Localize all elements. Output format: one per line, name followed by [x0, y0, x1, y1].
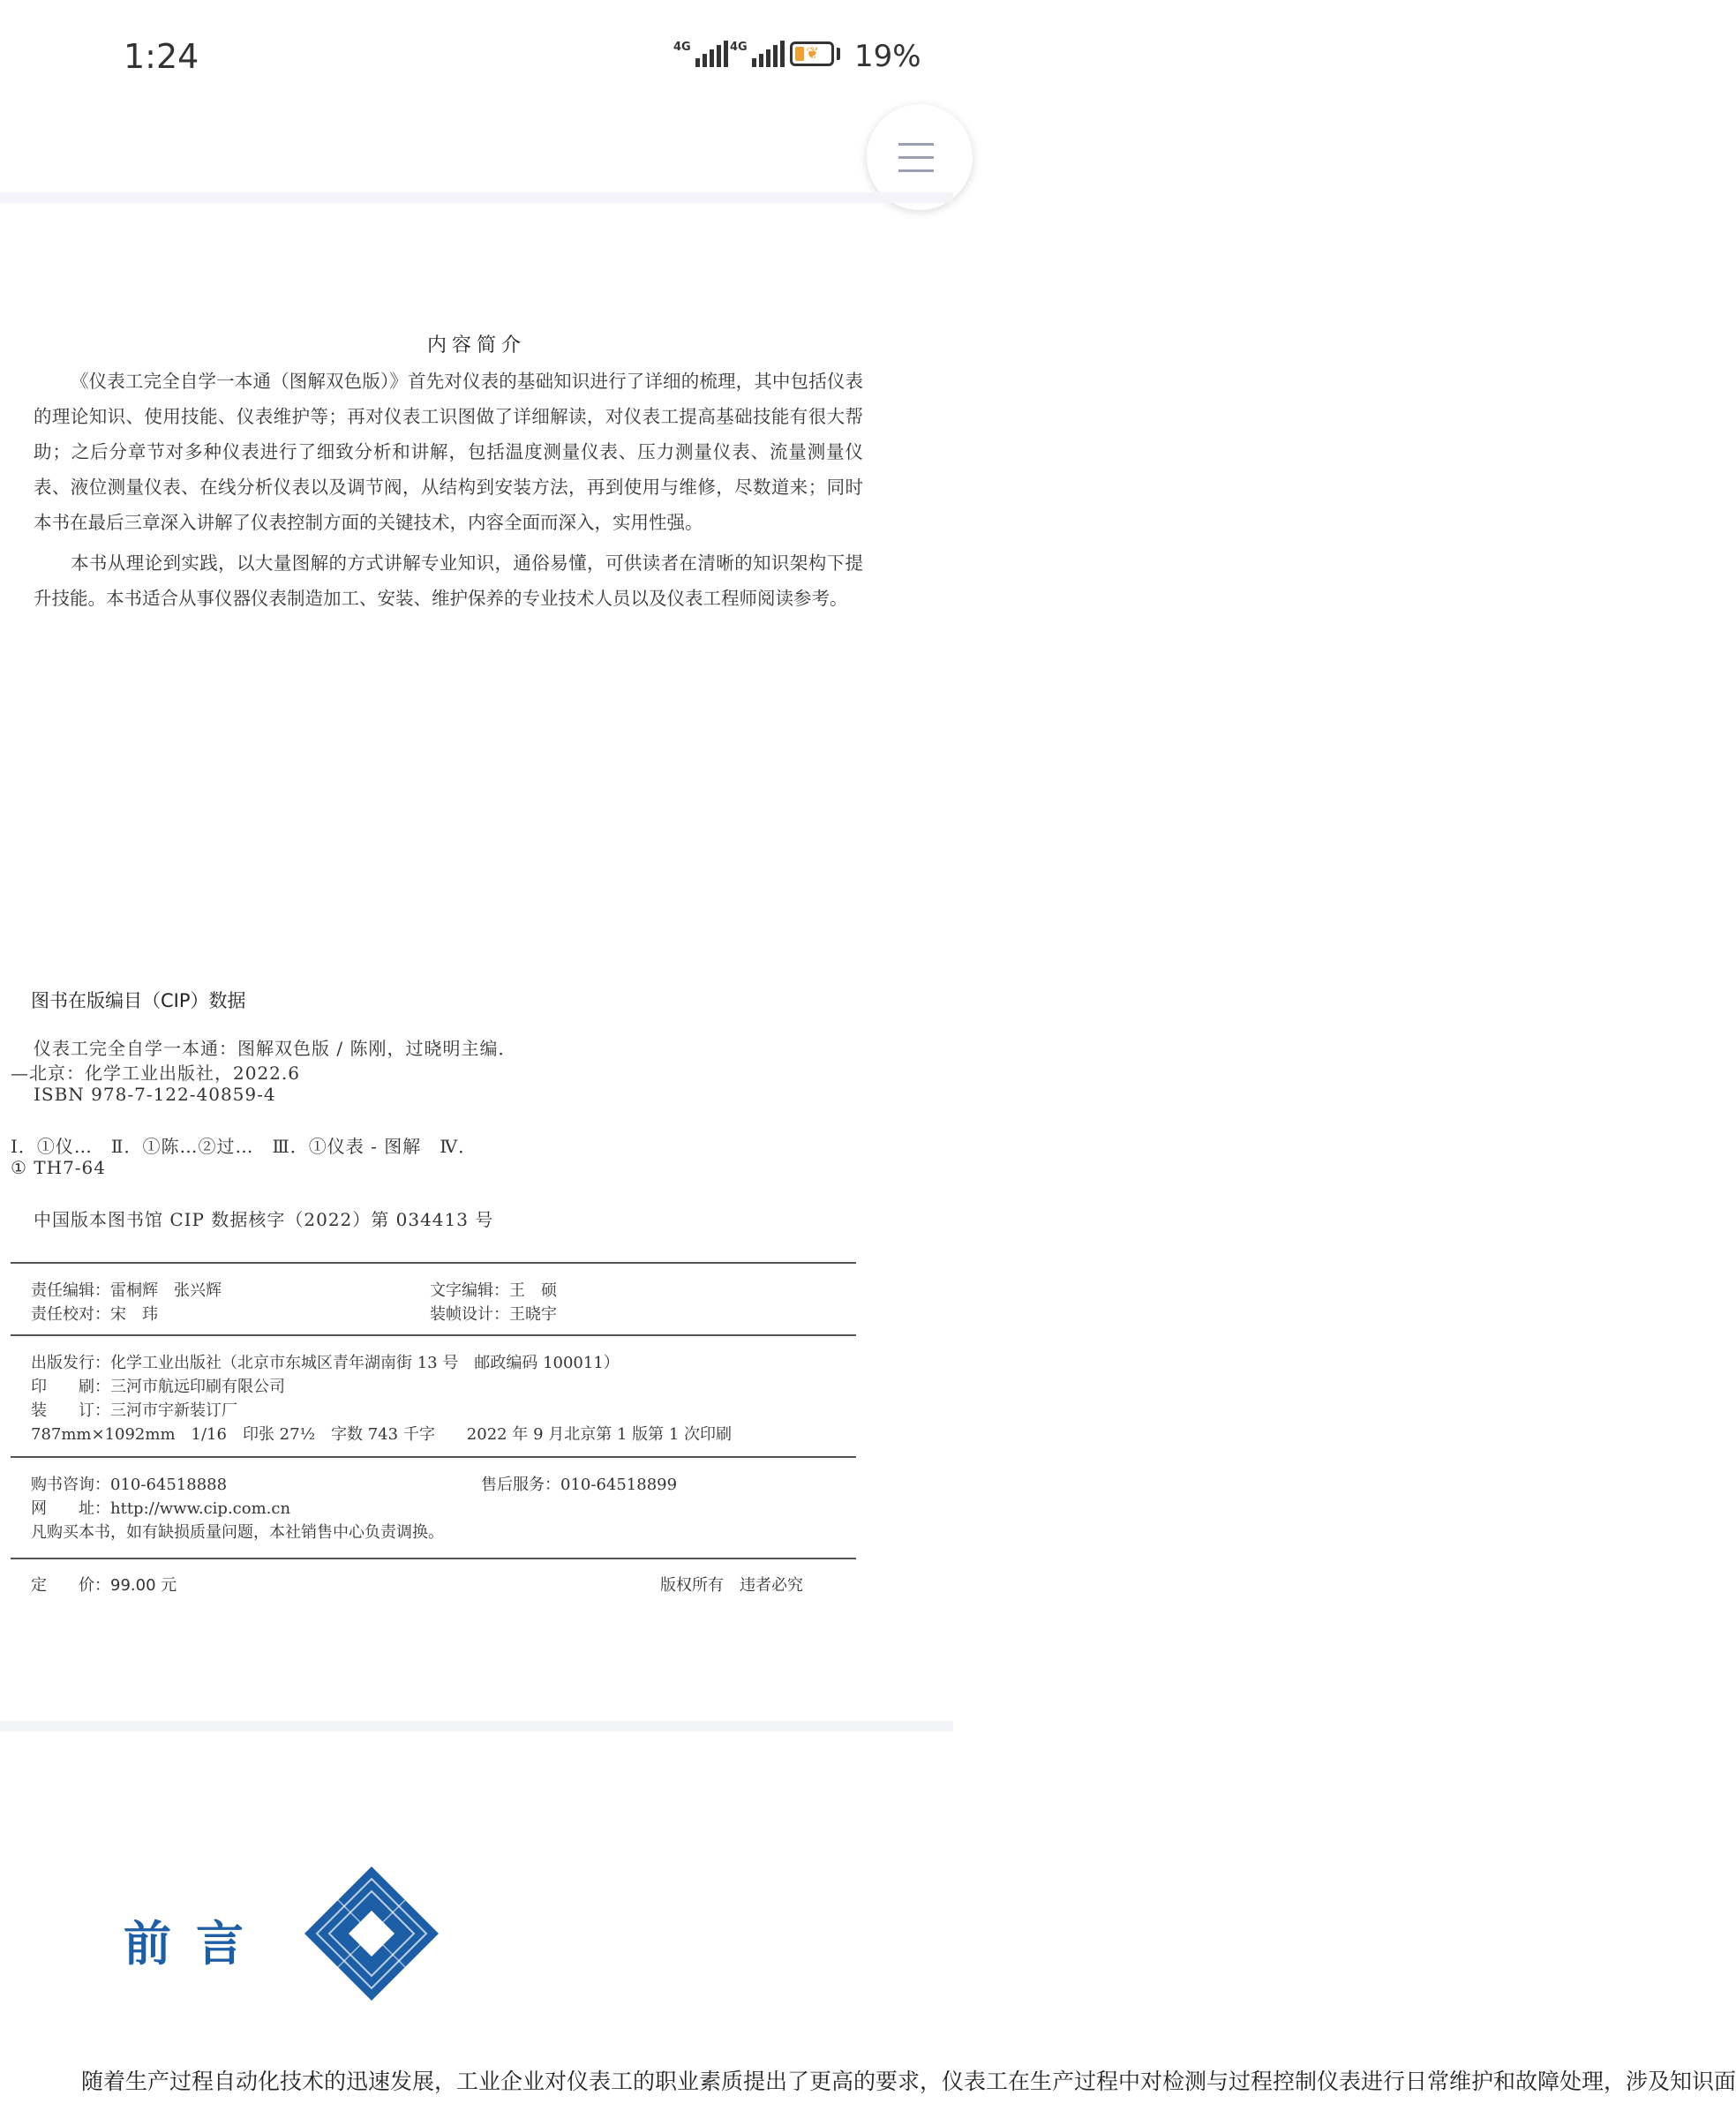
publisher-logo-icon: [304, 1866, 439, 2001]
divider-line: [11, 1262, 856, 1264]
menu-icon: [898, 143, 934, 146]
divider-line: [11, 1456, 856, 1458]
summary-paragraph-2: 本书从理论到实践，以大量图解的方式讲解专业知识，通俗易懂，可供读者在清晰的知识架构下提升技能。本书适合从事仪器仪表制造加工、安装、维护保养的专业技术人员以及仪表工程师阅读参考。: [34, 552, 863, 609]
purchase-hotline: 购书咨询：010-64518888: [31, 1476, 228, 1494]
quality-notice: 凡购买本书，如有缺损质量问题，本社销售中心负责调换。: [31, 1523, 444, 1542]
signal-icon-1: 4G: [673, 41, 728, 67]
aftersale-hotline: 售后服务：010-64518899: [481, 1476, 678, 1494]
status-bar: [0, 0, 953, 124]
copyright-notice: 版权所有 违者必究: [660, 1576, 803, 1595]
battery-percent: 19%: [854, 39, 921, 74]
credit-designer: 装帧设计：王晓宇: [430, 1305, 557, 1324]
binder-info: 装 订：三河市宇新装订厂: [31, 1401, 237, 1420]
preface-paragraph-1: 随着生产过程自动化技术的迅速发展，工业企业对仪表工的职业素质提出了更高的要求，仪表工在生产过程中对检测与过程控制仪表进行日常维护和故障处理，涉及知识面: [81, 2069, 1736, 2094]
status-time: 1:24: [124, 37, 199, 76]
preface-title: 前言: [124, 1916, 268, 1972]
credit-text-editor: 文字编辑：王 硕: [430, 1281, 557, 1300]
page-divider: [0, 192, 953, 203]
price-label: 定 价：99.00 元: [31, 1576, 177, 1595]
cip-line-5: ① TH7-64: [11, 1157, 106, 1178]
cip-line-2: —北京：化学工业出版社，2022.6: [11, 1063, 300, 1084]
cip-line-6: 中国版本图书馆 CIP 数据核字（2022）第 034413 号: [34, 1209, 494, 1230]
cip-line-4: Ⅰ．①仪… Ⅱ．①陈…②过… Ⅲ．①仪表 - 图解 Ⅳ．: [11, 1136, 477, 1157]
cip-title: 图书在版编目（CIP）数据: [31, 990, 246, 1011]
credit-editor: 责任编辑：雷桐辉 张兴辉: [31, 1281, 222, 1300]
cip-isbn: ISBN 978-7-122-40859-4: [34, 1084, 276, 1105]
divider-line: [11, 1334, 856, 1336]
page-divider: [0, 1721, 953, 1731]
divider-line: [11, 1558, 856, 1559]
printer-info: 印 刷：三河市航远印刷有限公司: [31, 1378, 285, 1396]
summary-title: 内容简介: [426, 334, 526, 357]
credit-proofreader: 责任校对：宋 玮: [31, 1305, 158, 1324]
publisher-info: 出版发行：化学工业出版社（北京市东城区青年湖南街 13 号 邮政编码 100011）: [31, 1354, 620, 1372]
summary-paragraph-1: 《仪表工完全自学一本通（图解双色版）》首先对仪表的基础知识进行了详细的梳理，其中包括仪表的理论知识、使用技能、仪表维护等；再对仪表工识图做了详细解读，对仪表工提高基础技能有很大帮助；之后分章节对多种仪表进行了细致分析和讲解，包括温度测量仪表、压力测量仪表、流量测量仪表、液位测量仪表、在线分析仪表以及调节阀，从结构到安装方法，再到使用与维修，尽数道来；同时本书在最后三章深入讲解了仪表控制方面的关键技术，内容全面而深入，实用性强。: [34, 371, 863, 533]
cip-line-1: 仪表工完全自学一本通：图解双色版 / 陈刚，过晓明主编．: [34, 1038, 517, 1059]
signal-icon-2: 4G: [730, 41, 785, 67]
format-spec: 787mm×1092mm 1/16 印张 27½ 字数 743 千字 2022 年 9 月北京第 1 版第 1 次印刷: [31, 1425, 733, 1444]
battery-icon: ❦: [790, 41, 834, 66]
website-link[interactable]: 网 址：http://www.cip.com.cn: [31, 1499, 291, 1518]
